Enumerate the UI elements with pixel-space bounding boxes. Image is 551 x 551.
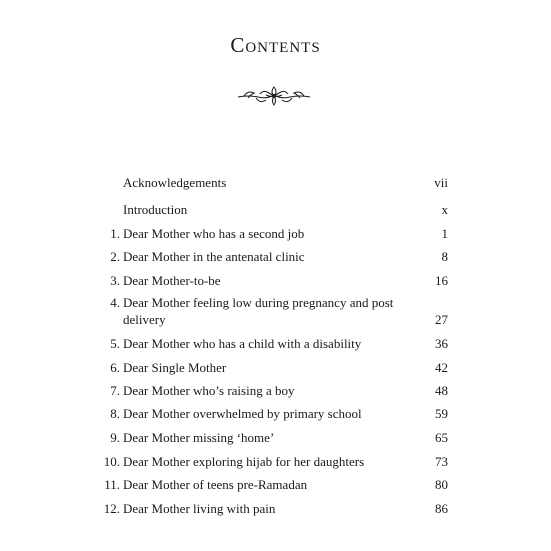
chapter-number: 1. xyxy=(110,226,120,241)
toc-entry-page: vii xyxy=(434,175,448,190)
toc-entry-page: 42 xyxy=(435,360,448,375)
chapter-number: 10. xyxy=(103,454,120,469)
chapter-number: 7. xyxy=(110,383,120,398)
toc-entry-page: x xyxy=(441,202,448,217)
toc-entry-label: Dear Mother-to-be xyxy=(123,273,221,288)
toc-entry-label: Dear Single Mother xyxy=(123,360,227,375)
toc-entry-page: 16 xyxy=(435,273,448,288)
toc-entry-label: Dear Mother overwhelmed by primary school xyxy=(123,406,362,421)
toc-entry-label: Dear Mother feeling low during pregnancy and post delivery xyxy=(123,295,394,327)
toc-entry-page: 27 xyxy=(435,312,448,327)
chapter-number: 5. xyxy=(110,336,120,351)
chapter-number: 8. xyxy=(110,406,120,421)
toc-entry-label: Dear Mother living with pain xyxy=(123,501,276,516)
toc-entry-page: 80 xyxy=(435,477,448,492)
toc-entry-page: 8 xyxy=(441,249,448,264)
toc-entry-label: Introduction xyxy=(123,202,188,217)
toc-entry-label: Dear Mother missing ‘home’ xyxy=(123,430,275,445)
toc-entry-page: 59 xyxy=(435,406,448,421)
chapter-number: 2. xyxy=(110,249,120,264)
toc-entry-label: Dear Mother exploring hijab for her daughters xyxy=(123,454,365,469)
toc-entry-page: 48 xyxy=(435,383,448,398)
toc-entry-page: 73 xyxy=(435,454,448,469)
chapter-number: 9. xyxy=(110,430,120,445)
page-title: Contents xyxy=(230,33,321,57)
toc-entry-label: Acknowledgements xyxy=(123,175,227,190)
toc-entry-label: Dear Mother who has a child with a disability xyxy=(123,336,362,351)
toc-entry-label: Dear Mother in the antenatal clinic xyxy=(123,249,305,264)
chapter-number: 6. xyxy=(110,360,120,375)
toc-entry-page: 86 xyxy=(435,501,448,516)
toc-entry-label: Dear Mother who has a second job xyxy=(123,226,305,241)
chapter-number: 4. xyxy=(110,295,120,310)
chapter-number: 11. xyxy=(104,477,120,492)
toc-entry-page: 1 xyxy=(441,226,448,241)
toc-entry-page: 65 xyxy=(435,430,448,445)
chapter-number: 12. xyxy=(103,501,120,516)
toc-entry-page: 36 xyxy=(435,336,448,351)
toc-entry-label: Dear Mother who’s raising a boy xyxy=(123,383,295,398)
chapter-number: 3. xyxy=(110,273,120,288)
toc-entry-label: Dear Mother of teens pre-Ramadan xyxy=(123,477,308,492)
